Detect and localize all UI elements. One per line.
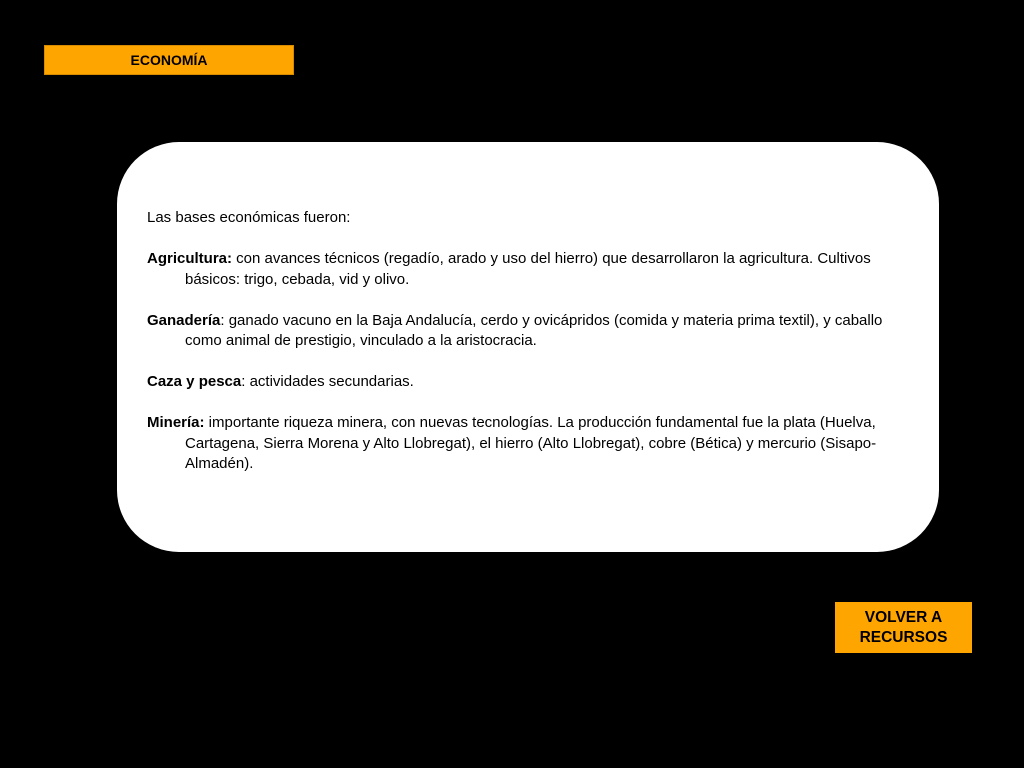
intro-text: Las bases económicas fueron: (147, 209, 351, 226)
item-term: Caza y pesca (147, 373, 242, 390)
back-button-line2: RECURSOS (859, 628, 948, 646)
item-text: importante riqueza minera, con nuevas tecnologías. La producción fundamental fue la plata (Huelva, Cartagena, Sierra Morena y Alto Llobregat), el hierro (Alto Llobregat), cobre (Bética) y mercurio (Sisapo- Almadén). (185, 414, 877, 472)
item-text: con avances técnicos (regadío, arado y uso del hierro) que desarrollaron la agricultura. Cultivos básicos: trigo, cebada, vid y olivo. (185, 250, 871, 288)
item-term: Ganadería (147, 311, 221, 329)
section-title-text: ECONOMÍA (130, 52, 208, 68)
list-item-mineria (147, 413, 909, 475)
list-item-agricultura (147, 249, 909, 290)
list-item-ganaderia (147, 311, 909, 352)
item-text: : actividades secundarias. (241, 373, 414, 390)
list-item-caza-pesca (147, 372, 909, 393)
item-term: Minería: (147, 414, 205, 431)
back-to-resources-button[interactable] (835, 602, 972, 653)
section-title (44, 45, 294, 75)
back-button-line1: VOLVER A (864, 608, 943, 626)
item-text: : ganado vacuno en la Baja Andalucía, cerdo y ovicápridos (comida y materia prima textil), y caballo como animal de prestigio, vinculado a la aristocracia. (185, 311, 883, 349)
content-card (117, 142, 939, 552)
item-term: Agricultura: (147, 250, 233, 267)
